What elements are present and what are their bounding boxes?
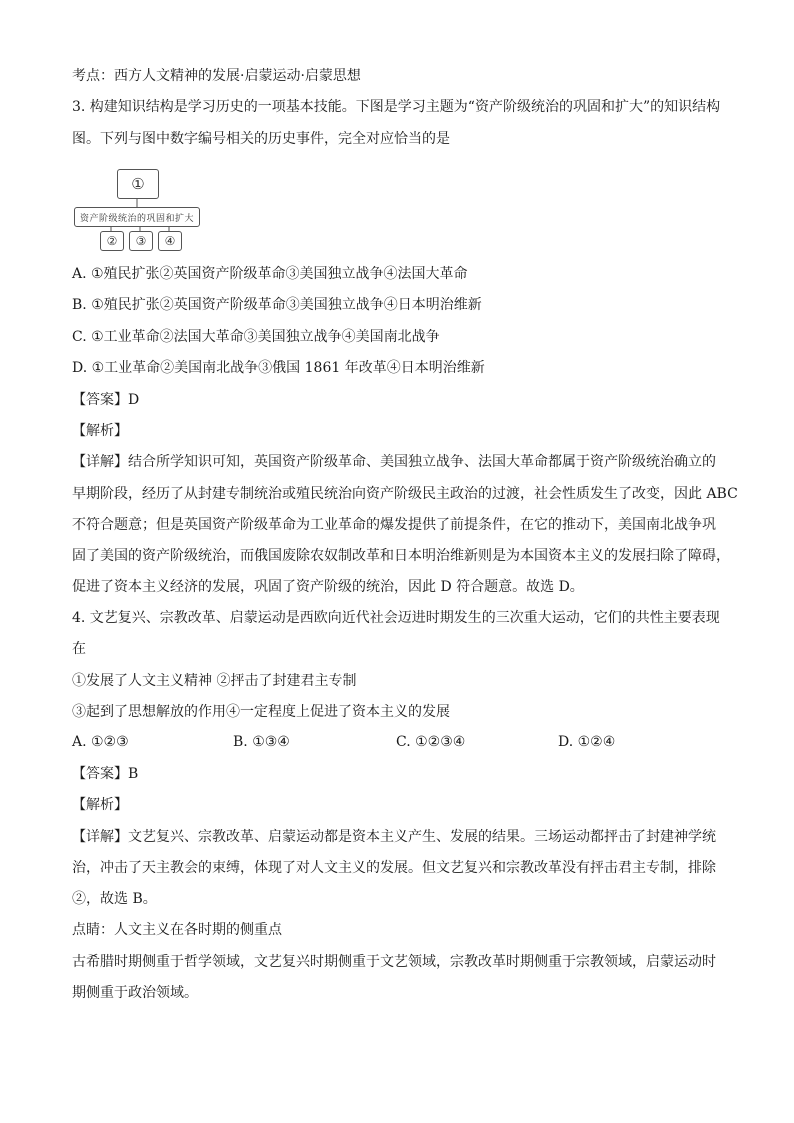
q3-option-d: D. ①工业革命②美国南北战争③俄国 1861 年改革④日本明治维新 bbox=[72, 360, 485, 376]
q3-option-c: C. ①工业革命②法国大革命③美国独立战争④美国南北战争 bbox=[72, 329, 440, 345]
q4-detail-line-1: 【详解】文艺复兴、宗教改革、启蒙运动都是资本主义产生、发展的结果。三场运动都抨击了封建神学统 bbox=[72, 829, 716, 845]
q4-statement-2: ③起到了思想解放的作用④一定程度上促进了资本主义的发展 bbox=[72, 704, 450, 720]
q4-detail-line-3: ②，故选 B。 bbox=[72, 891, 157, 907]
q4-analysis-heading: 【解析】 bbox=[72, 797, 128, 813]
diagram-box-4: ④ bbox=[158, 231, 182, 251]
q4-answer: 【答案】B bbox=[72, 766, 139, 782]
q4-tail-line-2: 期侧重于政治领域。 bbox=[72, 985, 198, 1001]
q3-option-b: B. ①殖民扩张②英国资产阶级革命③美国独立战争④日本明治维新 bbox=[72, 297, 482, 313]
q3-answer: 【答案】D bbox=[72, 392, 140, 408]
q4-statement-1: ①发展了人文主义精神 ②抨击了封建君主专制 bbox=[72, 673, 357, 689]
diagram-box-2: ② bbox=[100, 231, 124, 251]
q3-analysis-heading: 【解析】 bbox=[72, 423, 128, 439]
q4-option-b: B. ①③④ bbox=[233, 734, 290, 750]
diagram-theme-box: 资产阶级统治的巩固和扩大 bbox=[74, 207, 200, 227]
kaodian-line: 考点：西方人文精神的发展·启蒙运动·启蒙思想 bbox=[72, 68, 361, 84]
q4-option-c: C. ①②③④ bbox=[396, 734, 466, 750]
q3-option-a: A. ①殖民扩张②英国资产阶级革命③美国独立战争④法国大革命 bbox=[72, 266, 468, 282]
q4-stem-line-2: 在 bbox=[72, 641, 86, 657]
q4-tail-line-1: 古希腊时期侧重于哲学领域，文艺复兴时期侧重于文艺领域，宗教改革时期侧重于宗教领域，启蒙运动时 bbox=[72, 954, 716, 970]
knowledge-structure-diagram bbox=[72, 165, 202, 255]
q3-detail-line-5: 促进了资本主义经济的发展，巩固了资产阶级的统治，因此 D 符合题意。故选 D。 bbox=[72, 579, 584, 595]
q3-detail-line-4: 固了美国的资产阶级统治，而俄国废除农奴制改革和日本明治维新则是为本国资本主义的发展扫除了障碍， bbox=[72, 548, 730, 564]
q4-option-a: A. ①②③ bbox=[72, 734, 129, 750]
q3-detail-line-3: 不符合题意；但是英国资产阶级革命为工业革命的爆发提供了前提条件，在它的推动下，美国南北战争巩 bbox=[72, 517, 716, 533]
q4-dianjing: 点睛：人文主义在各时期的侧重点 bbox=[72, 922, 282, 938]
q3-detail-line-1: 【详解】结合所学知识可知，英国资产阶级革命、美国独立战争、法国大革命都属于资产阶级统治确立的 bbox=[72, 454, 716, 470]
q3-stem-line-2: 图。下列与图中数字编号相关的历史事件，完全对应恰当的是 bbox=[72, 131, 450, 147]
q3-stem-line-1: 3. 构建知识结构是学习历史的一项基本技能。下图是学习主题为“资产阶级统治的巩固和扩大”的知识结构 bbox=[72, 99, 721, 115]
q3-detail-line-2: 早期阶段，经历了从封建专制统治或殖民统治向资产阶级民主政治的过渡，社会性质发生了改变，因此 ABC bbox=[72, 486, 738, 502]
q4-option-d: D. ①②④ bbox=[558, 734, 616, 750]
q4-detail-line-2: 治，冲击了天主教会的束缚，体现了对人文主义的发展。但文艺复兴和宗教改革没有抨击君主专制，排除 bbox=[72, 860, 716, 876]
q4-stem-line-1: 4. 文艺复兴、宗教改革、启蒙运动是西欧向近代社会迈进时期发生的三次重大运动，它们的共性主要表现 bbox=[72, 610, 720, 626]
diagram-box-1: ① bbox=[117, 169, 159, 199]
diagram-box-3: ③ bbox=[129, 231, 153, 251]
